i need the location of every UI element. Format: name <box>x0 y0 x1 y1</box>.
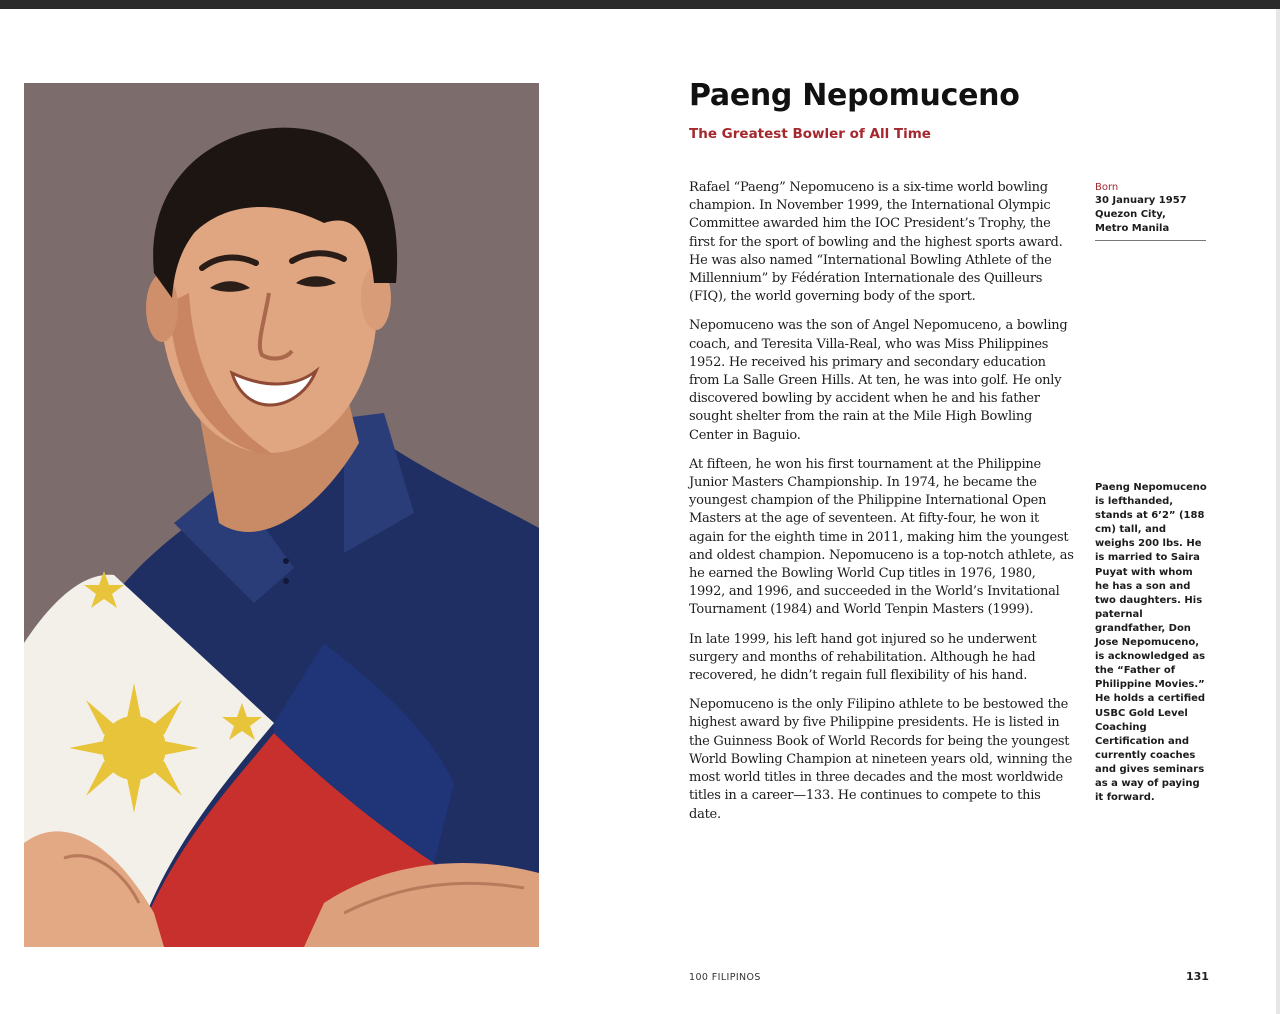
body-paragraph: In late 1999, his left hand got injured so he underwent surgery and months of rehabilitation. Although he had recovered, he didn’t regain full flexibility of his hand. <box>689 631 1037 684</box>
book-title-footer: 100 FILIPINOS <box>689 972 761 983</box>
body-paragraph: At fifteen, he won his first tournament at the Philippine Junior Masters Championship. In 1974, he became the youngest champion of the Philippine International Open Masters at the age of seventeen. At fifty-four, he won it again for the eighth time in 2011, making him the youngest and oldest champion. Nepomuceno is a top-notch athlete, as he earned the Bowling World Cup titles in 1976, 1980, 1992, and 1996, and succeeded in the World’s Invitational Tournament (1984) and World Tenpin Masters (1999). <box>689 456 1074 618</box>
born-info <box>1095 181 1206 241</box>
biography-body <box>689 179 1074 835</box>
body-paragraph: Rafael “Paeng” Nepomuceno is a six-time world bowling champion. In November 1999, the International Olympic Committee awarded him the IOC President’s Trophy, the first for the sport of bowling and the highest sports award. He was also named “International Bowling Athlete of the Millennium” by Fédération Internationale des Quilleurs (FIQ), the world governing body of the sport. <box>689 180 1063 305</box>
body-paragraph: Nepomuceno is the only Filipino athlete to be bestowed the highest award by five Philippine presidents. He is listed in the Guinness Book of World Records for being the youngest World Bowling Champion at nineteen years old, winning the most world titles in three decades and the most worldwide titles in a career—133. He continues to compete to this date. <box>689 697 1073 822</box>
born-label: Born <box>1095 182 1119 193</box>
page-number: 131 <box>1186 970 1209 983</box>
page-subtitle: The Greatest Bowler of All Time <box>689 126 931 142</box>
flag-sun <box>69 683 199 813</box>
born-value: 30 January 1957 Quezon City, Metro Manila <box>1095 195 1187 234</box>
top-bar <box>0 0 1280 9</box>
portrait-illustration <box>24 83 539 947</box>
body-paragraph: Nepomuceno was the son of Angel Nepomuceno, a bowling coach, and Teresita Villa-Real, who was Miss Philippines 1952. He received his primary and secondary education from La Salle Green Hills. At ten, he was into golf. He only discovered bowling by accident when he and his father sought shelter from the rain at the Mile High Bowling Center in Baguio. <box>689 318 1068 443</box>
side-note: Paeng Nepomuceno is lefthanded, stands at 6’2” (188 cm) tall, and weighs 200 lbs. He is married to Saira Puyat with whom he has a son and two daughters. His paternal grandfather, Don Jose Nepomuceno, is acknowledged as the “Father of Philippine Movies.” He holds a certified USBC Gold Level Coaching Certification and currently coaches and gives seminars as a way of paying it forward. <box>1095 482 1207 804</box>
page-title: Paeng Nepomuceno <box>689 78 1020 113</box>
page-edge <box>1276 9 1280 1014</box>
